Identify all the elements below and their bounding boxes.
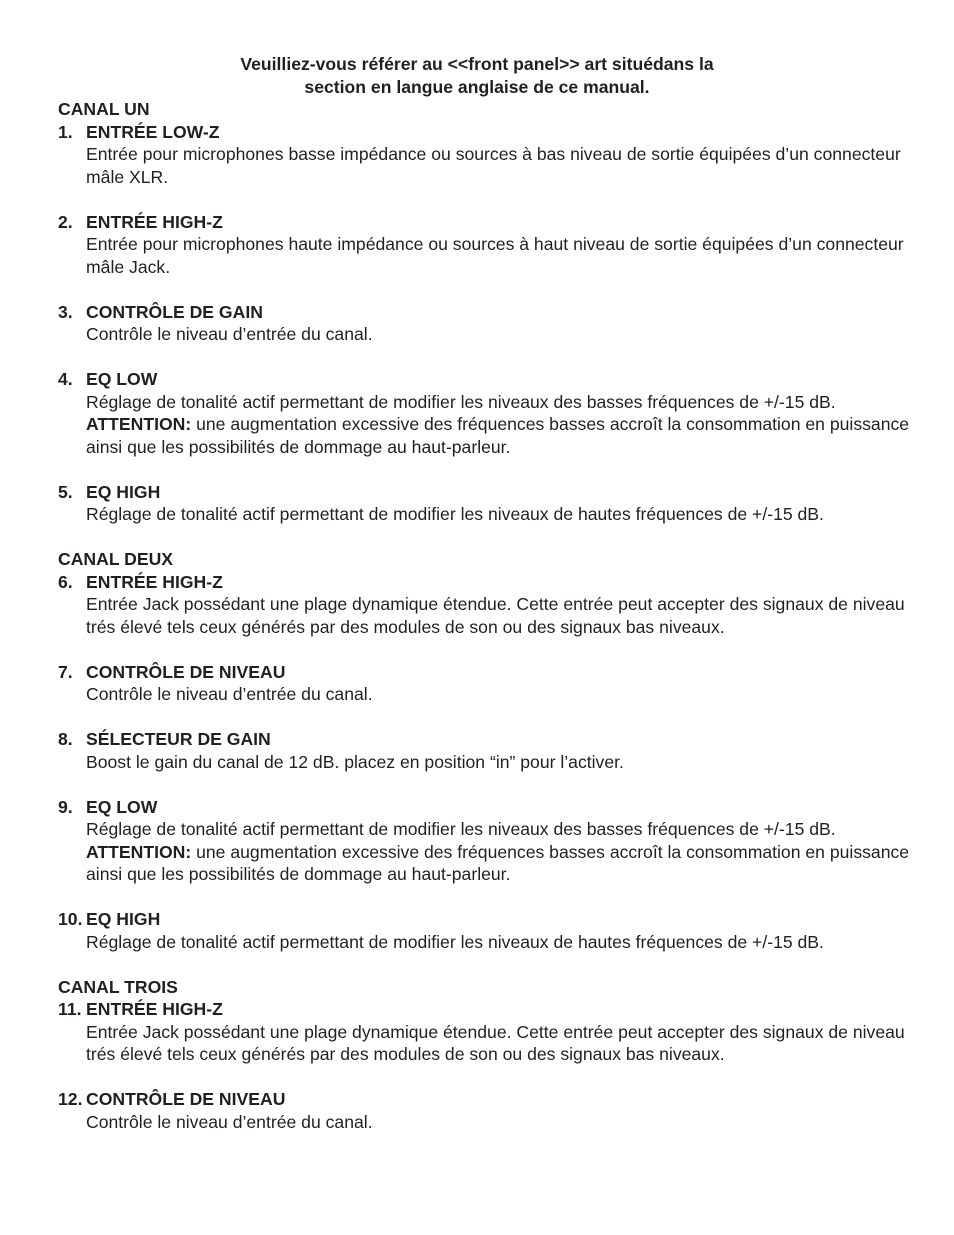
section-title: CANAL UN (58, 99, 150, 119)
item-description: Contrôle le niveau d’entrée du canal. (86, 324, 373, 344)
section-title: CANAL TROIS (58, 976, 178, 997)
item-heading (58, 728, 918, 751)
item-heading (58, 211, 918, 234)
warning-label: ATTENTION: (86, 841, 192, 862)
item-heading (58, 1088, 918, 1111)
item-heading (58, 481, 918, 504)
item-number: 2. (58, 211, 73, 232)
item-title: EQ LOW (86, 369, 158, 389)
item-heading (58, 908, 918, 931)
list-item (58, 796, 918, 886)
item-description: Réglage de tonalité actif permettant de modifier les niveaux de hautes fréquences de +/-15 dB. (86, 504, 824, 524)
item-heading (58, 998, 918, 1021)
section-title: CANAL DEUX (58, 549, 174, 569)
item-number: 12. (58, 1089, 83, 1109)
page-header (0, 53, 954, 98)
header-line-2: section en langue anglaise de ce manual. (304, 76, 650, 97)
list-item (58, 728, 918, 773)
warning-label: ATTENTION: (86, 414, 192, 434)
section-canal-deux (58, 548, 918, 953)
item-heading (58, 121, 918, 144)
item-title: ENTRÉE HIGH-Z (86, 211, 223, 232)
item-heading (58, 571, 918, 594)
item-heading (58, 368, 918, 391)
item-description: Entrée pour microphones basse impédance ou sources à bas niveau de sortie équipées d’un connecteur mâle XLR. (86, 144, 901, 187)
item-heading (58, 301, 918, 324)
item-description (86, 391, 918, 459)
item-description: Entrée Jack possédant une plage dynamique étendue. Cette entrée peut accepter des signaux de niveau trés élevé tels ceux générés par des modules de son ou des signaux bas niveaux. (86, 1021, 905, 1064)
item-title: CONTRÔLE DE NIVEAU (86, 661, 286, 682)
section-canal-un (58, 98, 918, 526)
list-item (58, 121, 918, 189)
item-description: Contrôle le niveau d’entrée du canal. (86, 684, 373, 704)
header-line-1: Veuilliez-vous référer au <<front panel>> art situédans la (240, 54, 714, 74)
list-item (58, 1088, 918, 1133)
item-description (86, 818, 918, 886)
item-title: EQ HIGH (86, 481, 161, 502)
item-heading (58, 796, 918, 819)
item-number: 10. (58, 909, 83, 929)
warning-text: une augmentation excessive des fréquences basses accroît la consommation en puissance ainsi que les possibilités de dommage au haut-parleur. (86, 841, 910, 884)
item-heading (58, 661, 918, 684)
item-number: 3. (58, 301, 73, 322)
list-item (58, 998, 918, 1066)
item-number: 6. (58, 571, 73, 592)
item-description-text: Réglage de tonalité actif permettant de modifier les niveaux des basses fréquences de +/-15 dB. (86, 819, 836, 839)
item-number: 9. (58, 796, 73, 817)
list-item (58, 908, 918, 953)
item-title: CONTRÔLE DE GAIN (86, 301, 263, 322)
list-item (58, 661, 918, 706)
item-title: ENTRÉE HIGH-Z (86, 999, 223, 1019)
item-title: EQ LOW (86, 796, 158, 817)
list-item (58, 301, 918, 346)
item-number: 7. (58, 661, 73, 682)
list-item (58, 481, 918, 526)
item-number: 11. (58, 999, 82, 1019)
item-title: EQ HIGH (86, 909, 161, 929)
item-description: Contrôle le niveau d’entrée du canal. (86, 1111, 373, 1132)
item-description: Boost le gain du canal de 12 dB. placez en position “in” pour l’activer. (86, 751, 624, 772)
list-item (58, 571, 918, 639)
item-description: Entrée Jack possédant une plage dynamique étendue. Cette entrée peut accepter des signaux de niveau trés élevé tels ceux générés par des modules de son ou des signaux bas niveaux. (86, 594, 905, 637)
item-number: 5. (58, 481, 73, 502)
item-number: 4. (58, 369, 73, 389)
list-item (58, 368, 918, 458)
item-description-text: Réglage de tonalité actif permettant de modifier les niveaux des basses fréquences de +/-15 dB. (86, 391, 836, 412)
list-item (58, 211, 918, 279)
item-title: ENTRÉE LOW-Z (86, 121, 220, 142)
item-title: SÉLECTEUR DE GAIN (86, 729, 271, 749)
item-number: 1. (58, 121, 73, 142)
item-description: Entrée pour microphones haute impédance ou sources à haut niveau de sortie équipées d’un connecteur mâle Jack. (86, 234, 904, 277)
warning-text: une augmentation excessive des fréquences basses accroît la consommation en puissance ainsi que les possibilités de dommage au haut-parleur. (86, 414, 910, 457)
section-canal-trois (58, 976, 918, 1134)
item-title: ENTRÉE HIGH-Z (86, 571, 223, 592)
document-content (58, 98, 918, 1133)
item-title: CONTRÔLE DE NIVEAU (86, 1089, 286, 1109)
item-description: Réglage de tonalité actif permettant de modifier les niveaux de hautes fréquences de +/-15 dB. (86, 931, 824, 952)
item-number: 8. (58, 729, 73, 749)
